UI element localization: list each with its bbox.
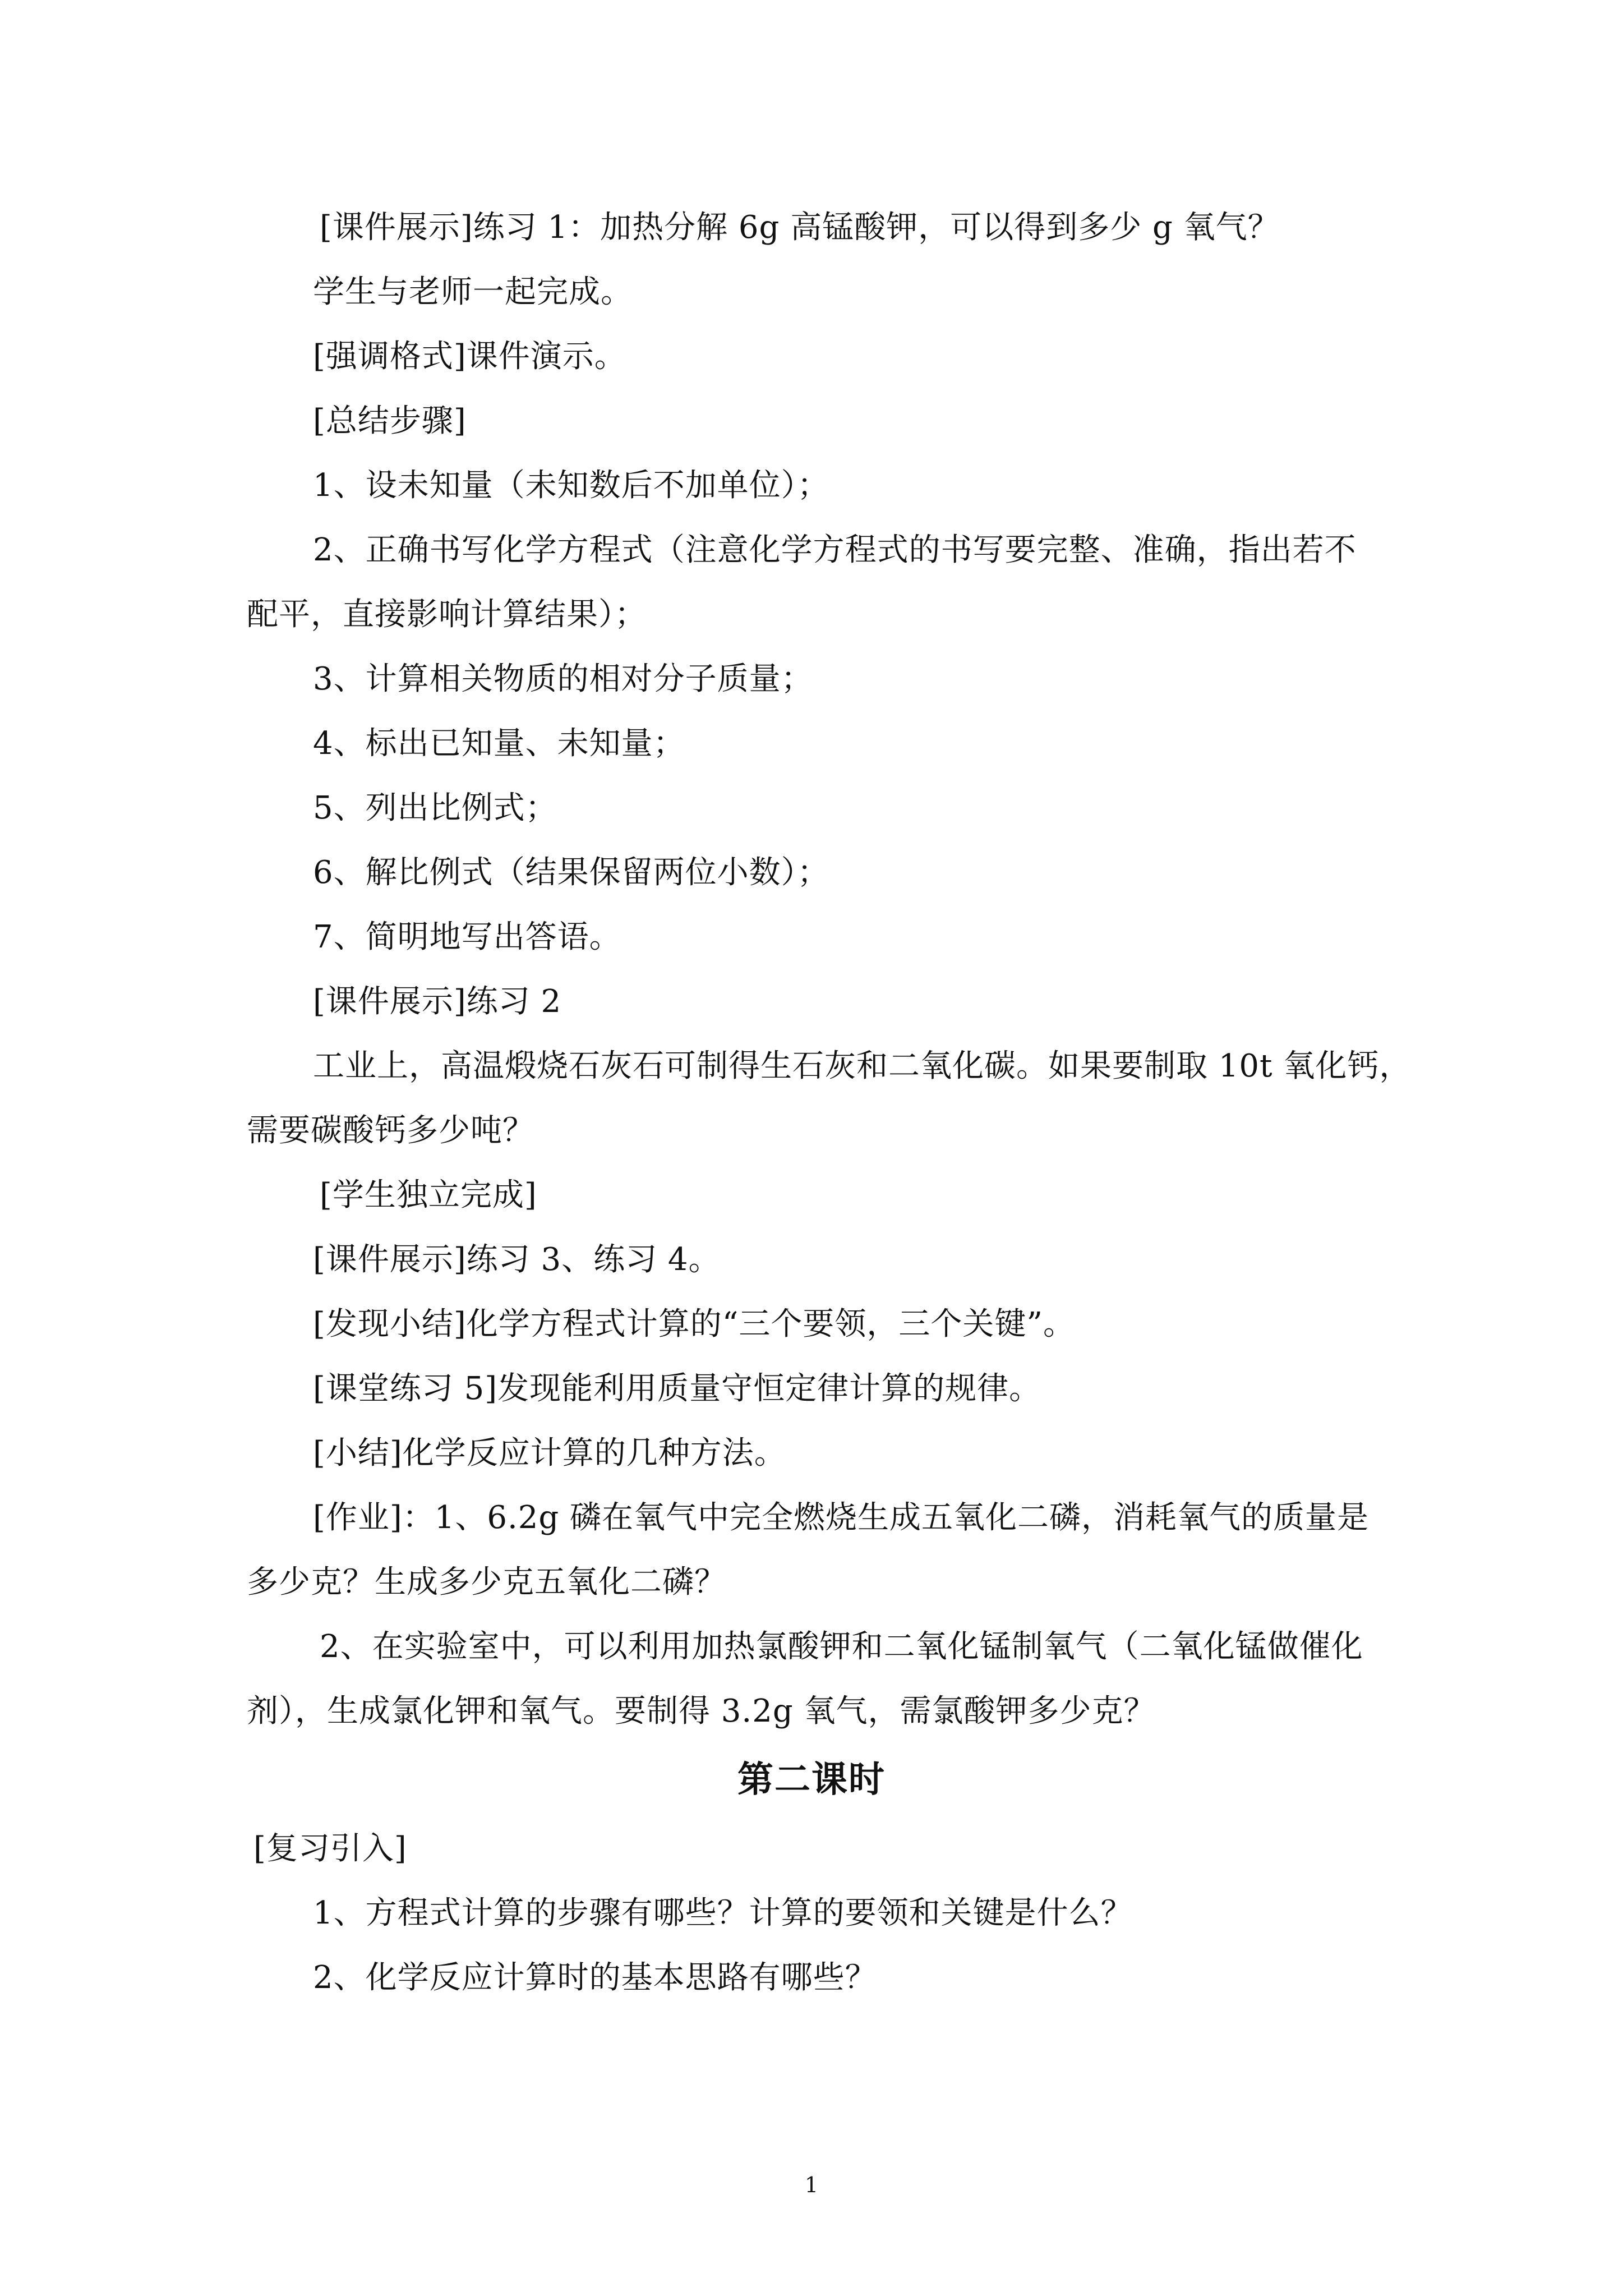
text-line: 2、化学反应计算时的基本思路有哪些？ xyxy=(313,1959,877,1996)
text-line: [课堂练习 5]发现能利用质量守恒定律计算的规律。 xyxy=(313,1370,1041,1407)
text-line: [总结步骤] xyxy=(313,403,467,439)
text-line: [小结]化学反应计算的几种方法。 xyxy=(313,1435,786,1471)
text-line: 2、正确书写化学方程式（注意化学方程式的书写要完整、准确，指出若不 xyxy=(313,532,1357,568)
lesson-heading: 第二课时 xyxy=(737,1759,886,1801)
text-line: 7、简明地写出答语。 xyxy=(313,919,621,955)
text-line: 1、方程式计算的步骤有哪些？计算的要领和关键是什么？ xyxy=(313,1895,1133,1931)
text-line: 4、标出已知量、未知量； xyxy=(313,725,685,762)
text-line: 剂），生成氯化钾和氧气。要制得 3.2g 氧气，需氯酸钾多少克？ xyxy=(247,1693,1156,1729)
text-line: [复习引入] xyxy=(253,1830,407,1867)
text-line: [课件展示]练习 2 xyxy=(313,983,562,1020)
text-line: 3、计算相关物质的相对分子质量； xyxy=(313,661,813,697)
text-line: 需要碳酸钙多少吨？ xyxy=(247,1112,534,1149)
text-line: [课件展示]练习 3、练习 4。 xyxy=(313,1241,721,1278)
text-line: 多少克？生成多少克五氧化二磷？ xyxy=(247,1564,726,1600)
text-line: 学生与老师一起完成。 xyxy=(313,274,633,310)
text-line: 1、设未知量（未知数后不加单位）； xyxy=(313,467,829,504)
text-line: 工业上，高温煅烧石灰石可制得生石灰和二氧化碳。如果要制取 10t 氧化钙， xyxy=(313,1048,1412,1084)
text-line: 5、列出比例式； xyxy=(313,790,557,826)
text-line: [强调格式]课件演示。 xyxy=(313,338,626,375)
text-line: 2、在实验室中，可以利用加热氯酸钾和二氧化锰制氧气（二氧化锰做催化 xyxy=(320,1628,1363,1665)
text-line: [学生独立完成] xyxy=(320,1177,537,1213)
page-number: 1 xyxy=(804,2173,819,2197)
text-line: [发现小结]化学方程式计算的“三个要领，三个关键”。 xyxy=(313,1306,1075,1342)
text-line: 配平，直接影响计算结果）； xyxy=(247,596,647,633)
text-line: [作业]：1、6.2g 磷在氧气中完全燃烧生成五氧化二磷，消耗氧气的质量是 xyxy=(313,1499,1370,1536)
text-line: 6、解比例式（结果保留两位小数）； xyxy=(313,854,829,891)
text-line: [课件展示]练习 1：加热分解 6g 高锰酸钾，可以得到多少 g 氧气？ xyxy=(320,209,1280,246)
